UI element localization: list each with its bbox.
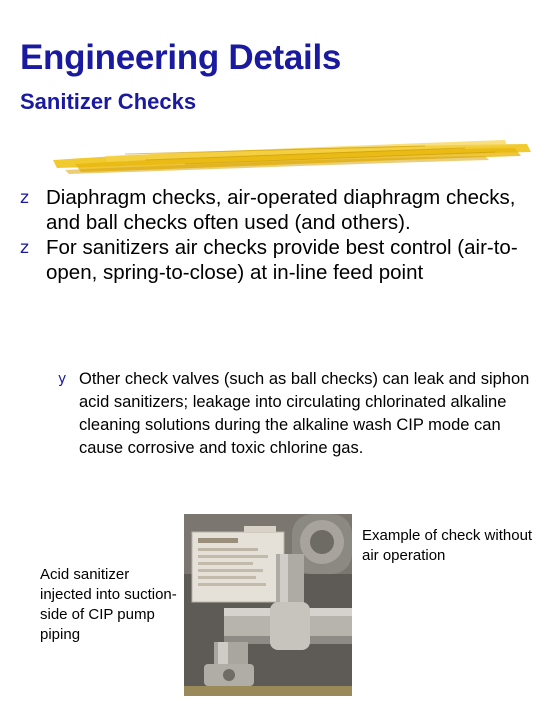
- sub-bullet-item: [58, 368, 540, 460]
- sub-bullet-text: Other check valves (such as ball checks) can leak and siphon acid sanitizers; leakage into circulating chlorinated alkaline cleaning solutions during the alkaline wash CIP mode can cause corrosive and toxic chlorine gas.: [79, 370, 530, 457]
- bullet-list: [20, 186, 530, 286]
- brush-stroke-divider: [45, 134, 535, 182]
- bullet-text: For sanitizers air checks provide best control (air-to-open, spring-to-close) at in-line feed point: [46, 236, 518, 284]
- slide-subtitle: Sanitizer Checks: [20, 89, 197, 114]
- bullet-text: Diaphragm checks, air-operated diaphragm checks, and ball checks often used (and others).: [46, 186, 516, 234]
- left-photo-caption: Acid sanitizer injected into suction-side of CIP pump piping: [40, 566, 177, 643]
- bullet-item: [20, 236, 530, 285]
- bullet-marker: z: [20, 188, 29, 208]
- sub-bullet-marker: y: [58, 371, 67, 387]
- cip-pump-photo: [184, 514, 352, 696]
- right-photo-caption: Example of check without air operation: [362, 527, 533, 564]
- bullet-item: [20, 186, 530, 235]
- slide-title: Engineering Details: [20, 38, 342, 77]
- bullet-marker: z: [20, 238, 29, 258]
